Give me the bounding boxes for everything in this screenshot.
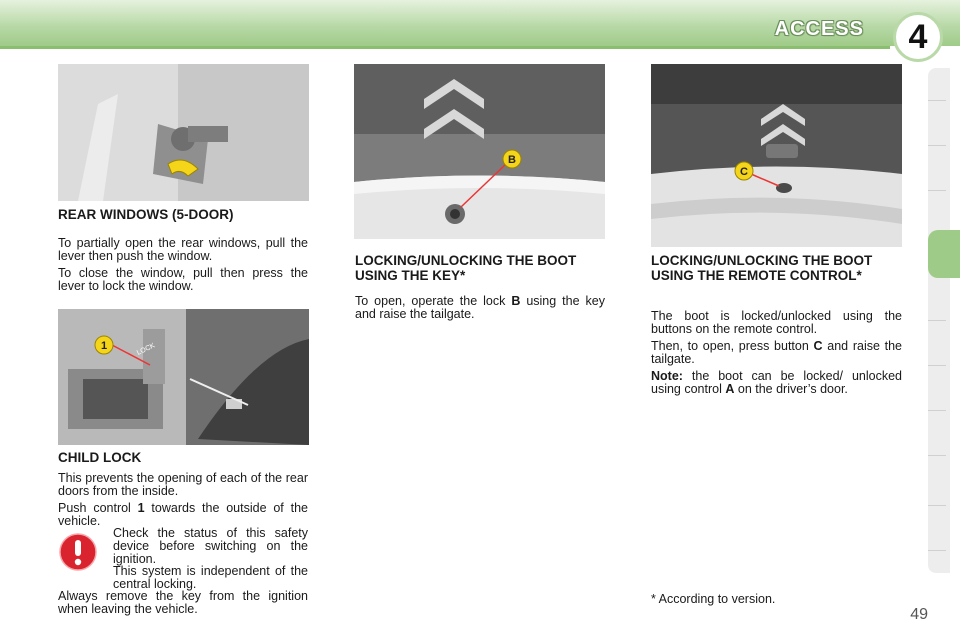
tab-divider [928,550,946,551]
tab-divider [928,145,946,146]
chapter-title: ACCESS [774,18,864,40]
footnote: * According to version. [651,592,776,606]
rear-window-lever-photo [58,64,309,201]
chapter-tab-active[interactable] [928,230,960,278]
tab-divider [928,190,946,191]
warning-text-1: Check the status of this safety device before switching on the ignition. [113,526,308,566]
child-lock-paragraph-3: Always remove the key from the ignition when leaving the vehicle. [58,589,308,616]
child-lock-photo [58,309,309,445]
page-number: 49 [910,606,928,623]
child-lock-paragraph-2-text-end: towards the outside of the vehicle. [58,501,308,528]
tab-divider [928,320,946,321]
control-1-ref: 1 [137,501,145,515]
button-c-ref: C [813,339,823,353]
boot-key-callout-label: B [508,154,516,166]
boot-remote-paragraph-2-text-end: and raise the tailgate. [651,339,903,366]
boot-remote-button-photo [651,64,902,247]
child-lock-callout-label: 1 [100,340,108,352]
boot-remote-paragraph-2-text: Then, to open, press button [651,339,814,353]
lock-b-ref: B [511,294,521,308]
boot-key-heading: LOCKING/UNLOCKING THE BOOT USING THE KEY* [355,253,577,283]
boot-remote-note-text-end: on the driver’s door. [734,382,848,396]
boot-remote-paragraph-1: The boot is locked/unlocked using the buttons on the remote control. [651,309,902,336]
rear-windows-paragraph-1: To partially open the rear windows, pull the lever then push the window. [58,236,308,263]
chapter-number-badge: 4 [893,12,943,62]
warning-icon [58,532,98,572]
boot-key-lock-photo [354,64,605,239]
rear-windows-paragraph-2: To close the window, pull then press the lever to lock the window. [58,266,308,293]
child-lock-heading: CHILD LOCK [58,450,142,465]
tab-divider [928,100,946,101]
child-lock-paragraph-1: This prevents the opening of each of the rear doors from the inside. [58,471,308,498]
tab-divider [928,410,946,411]
boot-key-paragraph [355,295,605,321]
boot-key-paragraph-text-end: using the key and raise the tailgate. [355,294,605,321]
boot-remote-note [651,370,902,396]
child-lock-paragraph-2 [58,502,308,528]
child-lock-paragraph-2-text: Push control [58,501,138,515]
boot-remote-note-text: the boot can be locked/ unlocked using control [651,369,902,396]
tab-divider [928,365,946,366]
header-rule [0,46,890,49]
note-label: Note: [651,369,683,383]
child-lock-engraving: LOCK [135,342,157,357]
boot-key-paragraph-text: To open, operate the lock [355,294,512,308]
boot-remote-callout-label: C [740,166,748,178]
warning-text-2: This system is independent of the central locking. [113,564,308,591]
control-a-ref: A [725,382,735,396]
tab-divider [928,455,946,456]
boot-remote-heading: LOCKING/UNLOCKING THE BOOT USING THE REMOTE CONTROL* [651,253,873,283]
tab-divider [928,505,946,506]
rear-windows-heading: REAR WINDOWS (5-DOOR) [58,207,234,222]
boot-remote-paragraph-2 [651,340,902,366]
